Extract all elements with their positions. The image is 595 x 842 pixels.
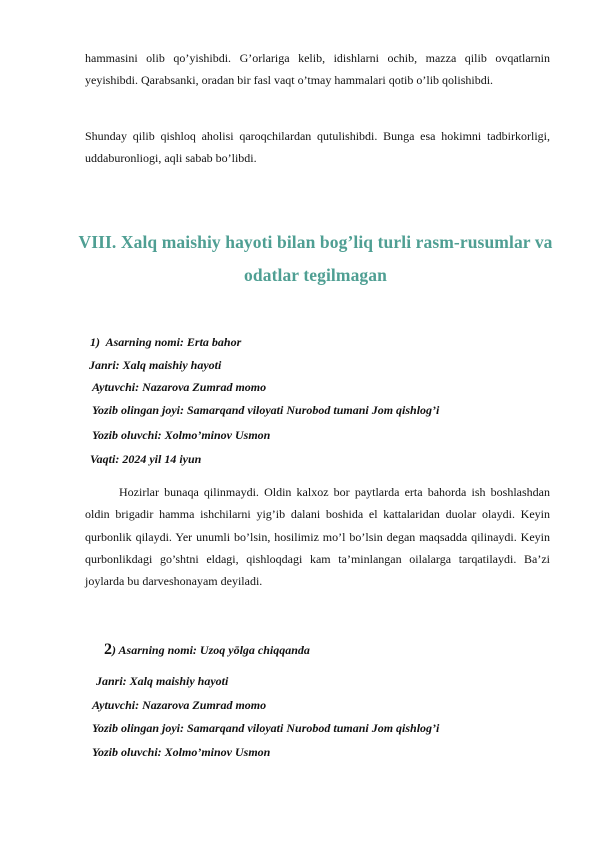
entry2-teller: Aytuvchi: Nazarova Zumrad momo: [92, 698, 267, 712]
section-heading: VIII. Xalq maishiy hayoti bilan bog’liq turli rasm-rusumlar va odatlar tegilmagan: [78, 232, 553, 285]
entry2-genre: Janri: Xalq maishiy hayoti: [96, 674, 229, 688]
entry2-collector: Yozib oluvchi: Xolmo’minov Usmon: [92, 745, 271, 759]
entry1-title: Asarning nomi: Erta bahor: [105, 335, 242, 349]
entry1-collector: Yozib oluvchi: Xolmo’minov Usmon: [92, 428, 271, 442]
entry1-teller: Aytuvchi: Nazarova Zumrad momo: [92, 380, 267, 394]
intro-paragraph-2: Shunday qilib qishloq aholisi qaroqchilardan qutulishibdi. Bunga esa hokimni tadbirkorligi, uddaburonliogi, aqli sabab bo’libdi.: [85, 129, 550, 166]
intro-paragraph-1: hammasini olib qo’yishibdi. G’orlariga kelib, idishlarni ochib, mazza qilib ovqatlarnin yeyishibdi. Qarabsanki, oradan bir fasl vaqt o’tmay hammalari qotib o’lib qolishibdi.: [85, 51, 550, 88]
entry1-number: 1): [90, 335, 100, 349]
entry1-date: Vaqti: 2024 yil 14 iyun: [90, 452, 202, 466]
entry1-body: Hozirlar bunaqa qilinmaydi. Oldin kalxoz bor paytlarda erta bahorda ish boshlashdan oldin brigadir hamma ishchilarni yig’ib dalani boshida el kattalaridan duolar olaydi. Keyin qurbonlik qilaydi. Yer unumli bo’lsin, hosilimiz mo’l bo’lsin degan maqsadda qilinaydi. Keyin qurbonlikdagi go’shtni eldagi, qishloqdagi kam ta’minlangan oilalarga tarqatilaydi. Ba’zi joylarda bu darveshonayam deyiladi.: [85, 485, 550, 589]
entry1-place: Yozib olingan joyi: Samarqand viloyati Nurobod tumani Jom qishlog’i: [92, 403, 440, 417]
entry2-number: 2: [104, 641, 112, 658]
entry1-title-line: [90, 335, 241, 349]
entry2-title: ) Asarning nomi: Uzoq yōlga chiqqanda: [112, 643, 310, 657]
entry2-place: Yozib olingan joyi: Samarqand viloyati Nurobod tumani Jom qishlog’i: [92, 721, 440, 735]
entry2-title-line: [104, 643, 310, 657]
entry1-genre: Janri: Xalq maishiy hayoti: [89, 358, 222, 372]
